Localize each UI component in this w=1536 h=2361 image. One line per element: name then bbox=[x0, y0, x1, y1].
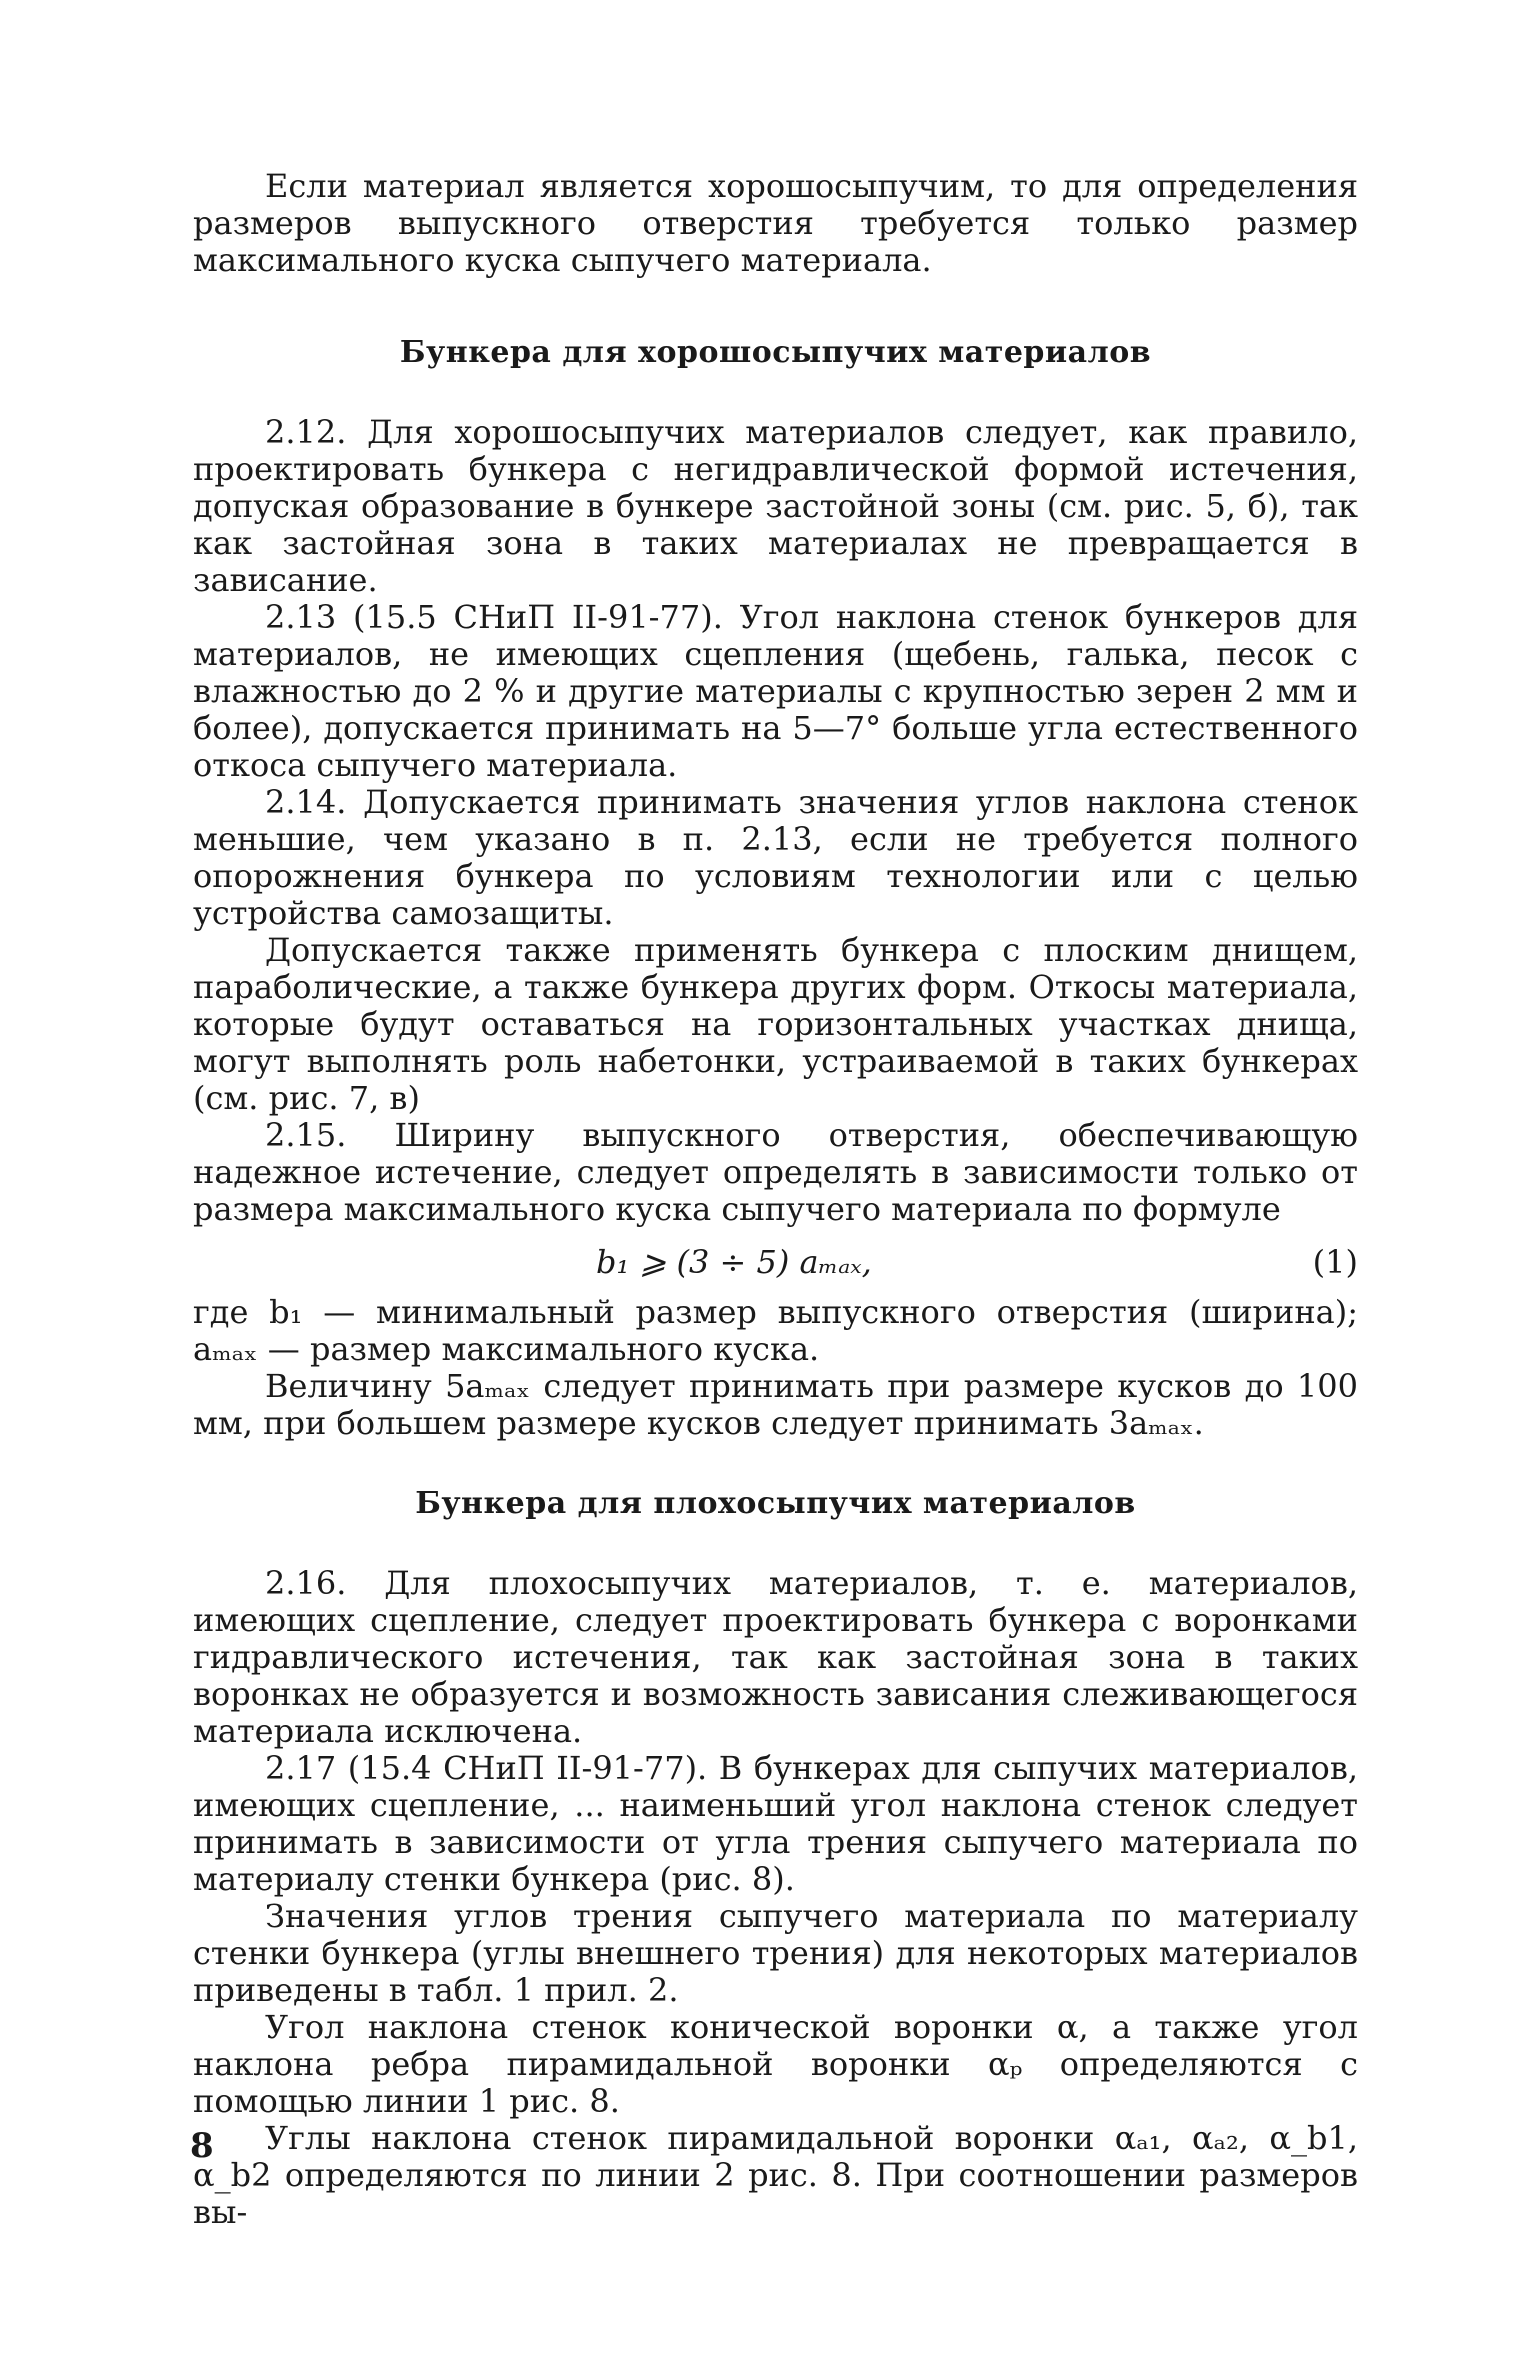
paragraph-where: где b₁ — минимальный размер выпускного отверстия (ширина); aₘₐₓ — размер максимального куска. bbox=[193, 1293, 1358, 1368]
page-number: 8 bbox=[190, 2126, 214, 2166]
paragraph-2-13: 2.13 (15.5 СНиП II-91-77). Угол наклона стенок бункеров для материалов, не имеющих сцепления (щебень, галька, песок с влажностью до 2 % и другие материалы с крупностью зерен 2 мм и более), допускается принимать на 5—7° больше угла естественного откоса сыпучего материала. bbox=[193, 598, 1358, 784]
paragraph-friction: Значения углов трения сыпучего материала по материалу стенки бункера (углы внешнего трения) для некоторых материалов приведены в табл. 1 прил. 2. bbox=[193, 1897, 1358, 2009]
section-heading-free-flowing: Бункера для хорошосыпучих материалов bbox=[399, 335, 1152, 370]
paragraph-2-12: 2.12. Для хорошосыпучих материалов следует, как правило, проектировать бункера с негидравлической формой истечения, допуская образование в бункере застойной зоны (см. рис. 5, б), так как застойная зона в таких материалах не превращается в зависание. bbox=[193, 413, 1358, 599]
formula-1 bbox=[193, 1242, 1358, 1286]
paragraph-2-14: 2.14. Допускается принимать значения углов наклона стенок меньшие, чем указано в п. 2.13, если не требуется полного опорожнения бункера по условиям технологии или с целью устройства самозащиты. bbox=[193, 783, 1358, 932]
paragraph-flat-bottom: Допускается также применять бункера с плоским днищем, параболические, а также бункера других форм. Откосы материала, которые будут оставаться на горизонтальных участках днища, могут выполнять роль набетонки, устраиваемой в таких бункерах (см. рис. 7, в) bbox=[193, 931, 1358, 1117]
intro-paragraph: Если материал является хорошосыпучим, то для определения размеров выпускного отверстия требуется только размер максимального куска сыпучего материала. bbox=[193, 167, 1358, 279]
paragraph-cone: Угол наклона стенок конической воронки α, а также угол наклона ребра пирамидальной воронки αₚ определяются с помощью линии 1 рис. 8. bbox=[193, 2008, 1358, 2120]
formula-number: (1) bbox=[1312, 1243, 1358, 1281]
paragraph-value: Величину 5aₘₐₓ следует принимать при размере кусков до 100 мм, при большем размере кусков следует принимать 3aₘₐₓ. bbox=[193, 1367, 1358, 1442]
paragraph-2-17: 2.17 (15.4 СНиП II-91-77). В бункерах для сыпучих материалов, имеющих сцепление, ... наименьший угол наклона стенок следует принимать в зависимости от угла трения сыпучего материала по материалу стенки бункера (рис. 8). bbox=[193, 1749, 1358, 1898]
paragraph-2-16: 2.16. Для плохосыпучих материалов, т. е. материалов, имеющих сцепление, следует проектировать бункера с воронками гидравлического истечения, так как застойная зона в таких воронках не образуется и возможность зависания слеживающегося материала исключена. bbox=[193, 1564, 1358, 1750]
section-heading-poor-flowing: Бункера для плохосыпучих материалов bbox=[415, 1486, 1136, 1521]
formula-expression: b₁ ⩾ (3 ÷ 5) aₘₐₓ, bbox=[596, 1243, 872, 1281]
paragraph-2-15: 2.15. Ширину выпускного отверстия, обеспечивающую надежное истечение, следует определять в зависимости только от размера максимального куска сыпучего материала по формуле bbox=[193, 1116, 1358, 1228]
paragraph-pyramid: Углы наклона стенок пирамидальной воронки αₐ₁, αₐ₂, α_b1, α_b2 определяются по линии 2 рис. 8. При соотношении размеров вы- bbox=[193, 2119, 1358, 2231]
